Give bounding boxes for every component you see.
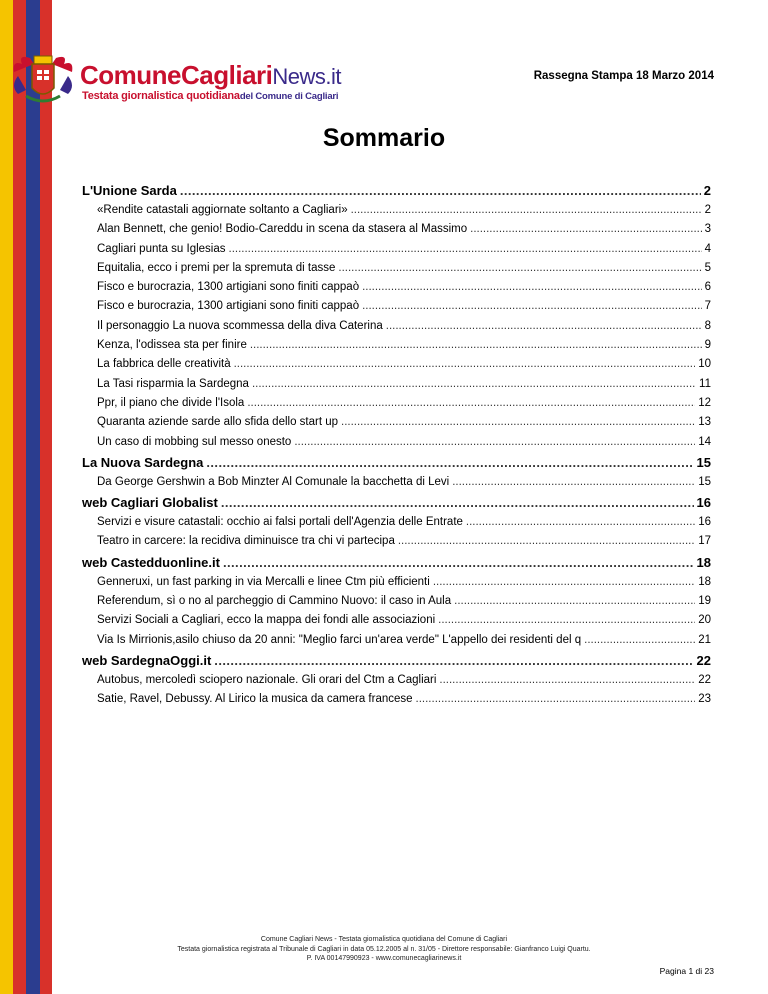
dot-leader: [252, 375, 696, 394]
site-logo[interactable]: [8, 50, 341, 112]
toc-entry[interactable]: [82, 473, 711, 492]
toc-section-label: web SardegnaOggi.it: [82, 652, 212, 668]
toc-entry-label: Da George Gershwin a Bob Minzter Al Comunale la bacchetta di Levi: [97, 475, 450, 488]
toc-entry-label: Alan Bennett, che genio! Bodio-Careddu in scena da stasera al Massimo: [97, 223, 468, 236]
toc-entry-page: 17: [698, 535, 711, 548]
footer-line-2: Testata giornalistica registrata al Tribunale di Cagliari in data 05.12.2005 al n. 31/05 - Direttore responsabile: Gianfranco Luigi Quartu.: [177, 945, 591, 953]
logo-tagline-main: Testata giornalistica quotidiana: [82, 90, 240, 102]
footer-line-3: P. IVA 00147990923 - www.comunecagliarinews.it: [306, 955, 462, 962]
toc-entry-page: 7: [704, 300, 711, 313]
toc-section-page: 2: [703, 183, 711, 198]
toc-entry[interactable]: [82, 631, 711, 650]
city-coat-of-arms-icon: [8, 50, 78, 112]
header-date: Rassegna Stampa 18 Marzo 2014: [533, 70, 714, 82]
toc-section[interactable]: [82, 452, 711, 473]
toc-section-label: web Castedduonline.it: [82, 554, 220, 570]
toc-entry-page: 15: [698, 475, 711, 488]
table-of-contents: [82, 180, 711, 710]
toc-section-page: 22: [696, 652, 711, 668]
dot-leader: [466, 513, 695, 532]
dot-leader: [433, 573, 695, 592]
dot-leader: [214, 650, 693, 671]
toc-entry-label: Satie, Ravel, Debussy. Al Lirico la musica da camera francese: [97, 693, 413, 706]
dot-leader: [206, 452, 693, 473]
toc-entry-label: Fisco e burocrazia, 1300 artigiani sono finiti cappaò: [97, 281, 360, 294]
toc-entry-label: Kenza, l'odissea sta per finire: [97, 339, 247, 352]
dot-leader: [180, 180, 701, 201]
toc-entry[interactable]: [82, 220, 711, 239]
toc-entry[interactable]: [82, 278, 711, 297]
dot-leader: [229, 240, 702, 259]
toc-entry[interactable]: [82, 375, 711, 394]
toc-entry-page: 4: [704, 242, 711, 255]
toc-entry[interactable]: [82, 240, 711, 259]
page-title: Sommario: [322, 124, 446, 152]
toc-section-label: L'Unione Sarda: [82, 183, 177, 198]
dot-leader: [341, 413, 695, 432]
toc-entry-page: 10: [698, 358, 711, 371]
toc-entry-label: La Tasi risparmia la Sardegna: [97, 377, 249, 390]
toc-section-page: 15: [696, 454, 711, 470]
logo-tagline: [82, 90, 338, 102]
toc-entry-label: Equitalia, ecco i premi per la spremuta di tasse: [97, 261, 336, 274]
toc-entry[interactable]: [82, 433, 711, 452]
dot-leader: [584, 631, 695, 650]
toc-entry-page: 20: [698, 614, 711, 627]
toc-entry-label: Via Is Mirrionis,asilo chiuso da 20 anni: "Meglio farci un'area verde" L'appello dei residenti del q: [97, 633, 582, 646]
toc-section[interactable]: [82, 650, 711, 671]
toc-entry[interactable]: [82, 355, 711, 374]
toc-entry[interactable]: [82, 259, 711, 278]
toc-section[interactable]: [82, 492, 711, 513]
toc-entry-page: 13: [698, 416, 711, 429]
dot-leader: [452, 473, 695, 492]
toc-entry-label: Genneruxi, un fast parking in via Mercalli e linee Ctm più efficienti: [97, 575, 430, 588]
toc-entry-label: Quaranta aziende sarde allo sfida dello start up: [97, 416, 339, 429]
toc-section-label: La Nuova Sardegna: [82, 454, 204, 470]
dot-leader: [234, 355, 696, 374]
toc-entry-label: «Rendite catastali aggiornate soltanto a Cagliari»: [97, 204, 348, 216]
toc-entry[interactable]: [82, 690, 711, 709]
toc-entry-page: 18: [698, 575, 711, 588]
toc-entry-page: 19: [698, 595, 711, 608]
dot-leader: [338, 259, 701, 278]
toc-entry-label: Un caso di mobbing sul messo onesto: [97, 435, 292, 448]
toc-entry-label: Servizi e visure catastali: occhio ai falsi portali dell'Agenzia delle Entrate: [97, 516, 463, 529]
toc-entry-page: 8: [704, 319, 711, 332]
toc-entry[interactable]: [82, 513, 711, 532]
dot-leader: [470, 220, 701, 239]
toc-entry[interactable]: [82, 671, 711, 690]
dot-leader: [294, 433, 695, 452]
logo-tagline-rest: del Comune di Cagliari: [239, 91, 339, 102]
toc-entry-label: Referendum, sì o no al parcheggio di Cammino Nuovo: il caso in Aula: [97, 595, 452, 608]
toc-section-label: web Cagliari Globalist: [82, 495, 218, 511]
toc-entry-label: Teatro in carcere: la recidiva diminuisce tra chi vi partecipa: [97, 535, 395, 548]
dot-leader: [398, 532, 695, 551]
page-number: Pagina 1 di 23: [659, 966, 714, 976]
toc-entry[interactable]: [82, 532, 711, 551]
footer-line-1: Comune Cagliari News - Testata giornalistica quotidiana del Comune di Cagliari: [260, 936, 508, 943]
dot-leader: [223, 552, 694, 573]
dot-leader: [386, 317, 702, 336]
toc-entry-page: 11: [699, 377, 711, 390]
toc-entry-label: Fisco e burocrazia, 1300 artigiani sono finiti cappaò: [97, 300, 360, 313]
toc-section-page: 16: [696, 495, 711, 511]
dot-leader: [416, 690, 696, 709]
toc-entry-page: 9: [704, 339, 711, 352]
toc-entry-page: 22: [698, 673, 711, 686]
dot-leader: [362, 278, 701, 297]
dot-leader: [221, 492, 694, 513]
dot-leader: [454, 592, 695, 611]
toc-entry[interactable]: [82, 317, 711, 336]
toc-entry-page: 3: [704, 223, 711, 236]
toc-entry-label: La fabbrica delle creatività: [97, 358, 231, 371]
toc-section[interactable]: [82, 180, 711, 201]
toc-section[interactable]: [82, 552, 711, 573]
toc-entry-page: 12: [698, 396, 711, 409]
toc-entry[interactable]: [82, 611, 711, 630]
toc-entry-label: Autobus, mercoledì sciopero nazionale. Gli orari del Ctm a Cagliari: [97, 673, 437, 686]
dot-leader: [439, 671, 695, 690]
toc-entry[interactable]: [82, 592, 711, 611]
toc-entry-label: Il personaggio La nuova scommessa della diva Caterina: [97, 319, 383, 332]
dot-leader: [250, 336, 702, 355]
dot-leader: [247, 394, 695, 413]
toc-entry[interactable]: [82, 573, 711, 592]
toc-entry-label: Ppr, il piano che divide l'Isola: [97, 396, 245, 409]
dot-leader: [438, 611, 695, 630]
toc-entry-page: 6: [704, 281, 711, 294]
dot-leader: [351, 201, 702, 220]
dot-leader: [362, 297, 701, 316]
toc-entry-page: 2: [704, 204, 711, 216]
toc-entry-label: Cagliari punta su Iglesias: [97, 242, 226, 255]
toc-entry-label: Servizi Sociali a Cagliari, ecco la mappa dei fondi alle associazioni: [97, 614, 436, 627]
logo-brand-main: ComuneCagliari: [80, 60, 273, 90]
logo-brand-suffix: News.it: [272, 64, 341, 89]
toc-entry[interactable]: [82, 336, 711, 355]
toc-entry[interactable]: [82, 201, 711, 220]
toc-entry-page: 16: [698, 516, 711, 529]
toc-entry[interactable]: [82, 394, 711, 413]
footer: [0, 935, 768, 964]
toc-entry-page: 14: [698, 435, 711, 448]
toc-entry-page: 23: [698, 693, 711, 706]
toc-entry-page: 5: [704, 261, 711, 274]
toc-section-page: 18: [696, 554, 711, 570]
toc-entry-page: 21: [698, 633, 711, 646]
toc-entry[interactable]: [82, 297, 711, 316]
logo-brand: [80, 60, 341, 91]
toc-entry[interactable]: [82, 413, 711, 432]
